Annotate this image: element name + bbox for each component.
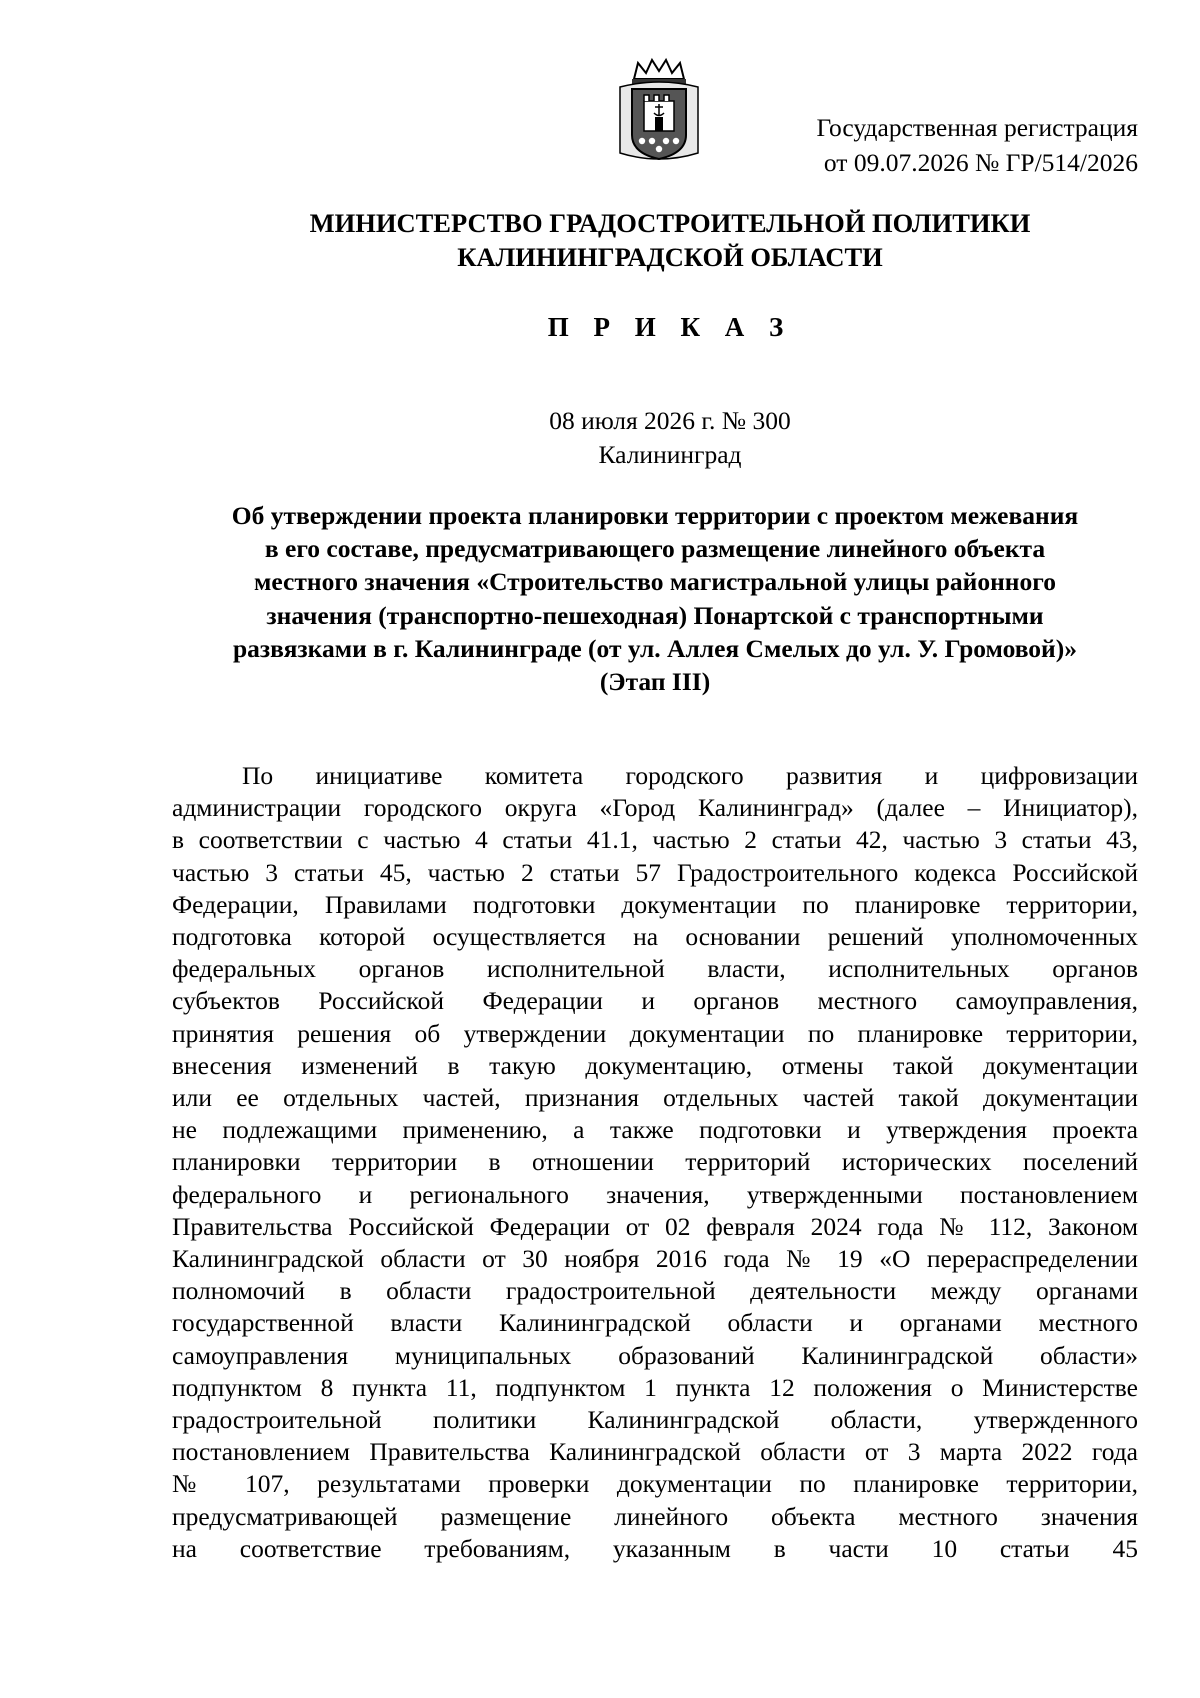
order-title: [172, 499, 1138, 698]
body-line: самоуправления муниципальных образований Калининградской области»: [172, 1340, 1138, 1370]
body-line: администрации городского округа «Город Калининград» (далее – Инициатор),: [172, 793, 1138, 823]
title-line: в его составе, предусматривающего размещение линейного объекта: [264, 534, 1046, 564]
body-line: федеральных органов исполнительной власти, исполнительных органов: [172, 954, 1138, 984]
ministry-line-1: МИНИСТЕРСТВО ГРАДОСТРОИТЕЛЬНОЙ ПОЛИТИКИ: [309, 208, 1031, 238]
body-line: градостроительной политики Калининградской области, утвержденного: [172, 1405, 1138, 1435]
body-line: предусматривающей размещение линейного объекта местного значения: [172, 1501, 1138, 1531]
document-type: П Р И К А З: [547, 312, 793, 342]
order-date-number: 08 июля 2026 г. № 300: [549, 406, 791, 435]
title-line: Об утверждении проекта планировки территории с проектом межевания: [231, 501, 1079, 530]
kaliningrad-coat-of-arms-icon: [614, 57, 704, 167]
registration-label: Государственная регистрация: [816, 113, 1138, 142]
body-line: планировки территории в отношении территорий исторических поселений: [172, 1147, 1138, 1177]
body-line: Калининградской области от 30 ноября 2016 года № 19 «О перераспределении: [172, 1244, 1138, 1274]
body-line: По инициативе комитета городского развития и цифровизации: [242, 761, 1138, 790]
ministry-name: [0, 206, 1200, 274]
body-line: частью 3 статьи 45, частью 2 статьи 57 Градостроительного кодекса Российской: [172, 857, 1138, 887]
body-line: государственной власти Калининградской области и органами местного: [172, 1308, 1138, 1338]
body-line: № 107, результатами проверки документации по планировке территории,: [172, 1469, 1138, 1499]
body-line: подпунктом 8 пункта 11, подпунктом 1 пункта 12 положения о Министерстве: [172, 1372, 1138, 1402]
body-line: постановлением Правительства Калининградской области от 3 марта 2022 года: [172, 1437, 1138, 1467]
body-line: Правительства Российской Федерации от 02 февраля 2024 года № 112, Законом: [172, 1211, 1138, 1241]
body-line: субъектов Российской Федерации и органов местного самоуправления,: [172, 986, 1138, 1016]
date-block: [0, 404, 1200, 472]
body-line: в соответствии с частью 4 статьи 41.1, частью 2 статьи 42, частью 3 статьи 43,: [172, 825, 1138, 855]
title-line: (Этап III): [599, 667, 711, 697]
body-line: подготовка которой осуществляется на основании решений уполномоченных: [172, 922, 1138, 952]
title-line: местного значения «Строительство магистральной улицы районного: [254, 567, 1056, 597]
ministry-line-2: КАЛИНИНГРАДСКОЙ ОБЛАСТИ: [457, 242, 883, 272]
body-line: или ее отдельных частей, признания отдельных частей такой документации: [172, 1083, 1138, 1113]
body-line: на соответствие требованиям, указанным в части 10 статьи 45: [172, 1533, 1138, 1563]
title-line: значения (транспортно-пешеходная) Понартской с транспортными: [266, 600, 1044, 630]
body-line: полномочий в области градостроительной деятельности между органами: [172, 1276, 1138, 1306]
registration-number: от 09.07.2026 № ГР/514/2026: [823, 148, 1138, 177]
body-line: внесения изменений в такую документацию, отмены такой документации: [172, 1050, 1138, 1080]
body-line: принятия решения об утверждении документации по планировке территории,: [172, 1018, 1138, 1048]
body-line: федерального и регионального значения, утвержденными постановлением: [172, 1179, 1138, 1209]
order-body-paragraph: [172, 760, 1138, 1565]
body-line: Федерации, Правилами подготовки документации по планировке территории,: [172, 889, 1138, 919]
order-city: Калининград: [598, 440, 742, 469]
body-line: не подлежащими применению, а также подготовки и утверждения проекта: [172, 1115, 1138, 1145]
title-line: развязками в г. Калининграде (от ул. Аллея Смелых до ул. У. Громовой)»: [233, 633, 1077, 663]
registration-block: [817, 110, 1138, 180]
